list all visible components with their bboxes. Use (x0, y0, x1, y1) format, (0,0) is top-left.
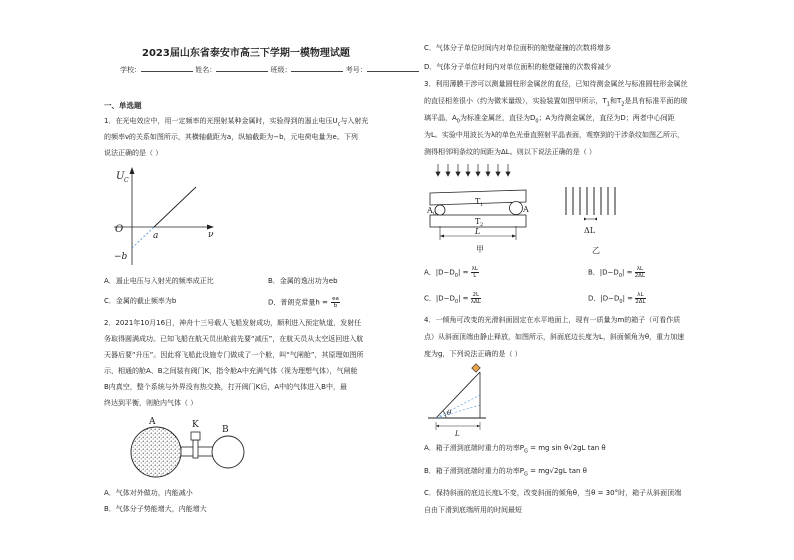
q3-line1: 3．利用薄膜干涉可以测量圆柱形金属丝的直径，已知待测金属丝与标准圆柱形金属丝 (424, 80, 688, 88)
q4-option-c-line2: 自由下滑到底端所用的时间最短 (424, 506, 522, 514)
q2-airlock-figure (118, 412, 248, 482)
class-label: 班级： (270, 66, 292, 74)
incident-light-arrows (436, 164, 510, 176)
q2-line4: 示，相通的舱A、B之间装有阀门K，指令舱A中充满气体（视为理想气体），气闸舱 (104, 367, 358, 375)
v-label: ν (208, 230, 214, 240)
minus-b-label: −b (114, 252, 128, 262)
valve-handle (191, 432, 200, 440)
q4-option-a: A．箱子滑到底端时重力的功率$P_G$ = mg sin θ√2gL tan θ (424, 444, 606, 455)
angle-arc (443, 411, 446, 418)
q3-option-d: D．$|D-D_0|$ = $\frac{\lambda L}{2\Delta L}$ (588, 292, 646, 305)
label-k: K (192, 420, 199, 430)
q4-line2: 点）从斜面顶端由静止释放，如图所示，斜面底边长度为L，斜面倾角为θ，重力加速 (424, 333, 685, 341)
graph-line (154, 187, 196, 227)
q3-line2: 的直径相差很小（约为微米量级），实验装置如图甲所示，$T_1$和$T_2$是具有标准平面的玻 (424, 97, 688, 108)
q4-option-b: B．箱子滑到底端时重力的功率$P_G = mg√2gL$ tan θ (424, 467, 587, 478)
q2-option-d: D．气体分子单位时间内对单位面积的舱壁碰撞的次数将减少 (424, 63, 612, 71)
wire-a (510, 202, 523, 215)
uc-label: U (116, 171, 125, 182)
q2-line2: 务取得圆满成功。已知飞船在航天员出舱前先要“减压”，在航天员从太空返回进入航 (104, 335, 364, 343)
q3-line4: 为L。实验中用波长为λ的单色光垂直照射平晶表面，观察到的干涉条纹如图乙所示， (424, 131, 685, 139)
label-a: A (149, 417, 156, 427)
label-l: L (475, 227, 481, 236)
x-axis-arrow (207, 225, 214, 230)
label-b: B (222, 425, 229, 435)
section-heading: 一、单选题 (104, 101, 142, 110)
q1-d-denominator: b (333, 303, 338, 309)
y-axis-arrow (130, 167, 135, 174)
label-t2: T (475, 217, 481, 226)
label-delta-l: ΔL (584, 226, 596, 235)
label-a0-sub: 0 (433, 211, 437, 217)
student-info-row (120, 63, 419, 75)
label-a: A (523, 205, 529, 214)
q2-line6: 终达到平衡，则舱内气体（ ） (104, 399, 198, 407)
q3-line5: 测得相邻明条纹的间距为ΔL。则以下说法正确的是（ ） (424, 148, 596, 156)
interference-fringes (566, 187, 615, 215)
name-label: 姓名： (195, 66, 217, 74)
exam-label: 考号： (345, 66, 367, 74)
q1-line3: 说法正确的是（ ） (104, 149, 163, 157)
q4-incline-figure (424, 360, 494, 438)
q2-option-b: B．气体分子势能增大，内能增大 (104, 505, 207, 513)
origin-label: O (115, 224, 124, 235)
q2-line3: 天器后要“升压”。因此将飞船此设施专门做成了一个舱，叫“气闸舱”，其原理如图所 (104, 351, 364, 359)
extension-dashed (132, 227, 154, 248)
q4-line3: 度为g，下列说法正确的是（ ） (424, 350, 522, 358)
label-theta: θ (447, 409, 452, 417)
q1-line2: 的频率ν的关系如图所示，其横轴截距为a，纵轴截距为−b，元电荷电量为e。下列 (104, 133, 358, 141)
label-t1-sub: 1 (480, 202, 484, 208)
q1-option-b: B．金属的逸出功为eb (268, 277, 338, 285)
q2-option-a: A．气体对外做功，内能减小 (104, 489, 193, 497)
q2-line5: B内真空，整个系统与外界没有热交换，打开阀门K后，A中的气体进入B中，最 (104, 383, 347, 391)
q3-figure-jia (424, 162, 544, 262)
q3-option-c: C．$|D-D_0|$ = 2L λΔL (424, 292, 481, 305)
label-t1: T (475, 197, 481, 206)
q3-figure-yi (560, 185, 630, 260)
name-blank (216, 63, 268, 72)
q1-option-c: C．金属的截止频率为b (104, 297, 177, 305)
q3-line3: 璃平晶，$A_0$为标准金属丝，直径为$D_0$；A为待测金属丝，直径为D；两者中心间距 (424, 114, 675, 125)
q2-option-c: C．气体分子单位时间内对单位面积的舱壁碰撞的次数将增多 (424, 44, 611, 52)
class-blank (291, 63, 343, 72)
chamber-b (212, 436, 244, 468)
exam-blank (367, 63, 419, 72)
chamber-a (131, 427, 181, 477)
box (472, 364, 480, 372)
uc-sub: C (124, 177, 129, 184)
q4-option-c-line1: C．保持斜面的底边长度L不变，改变斜面的倾角θ，当θ = 30°时，箱子从斜面顶端 (424, 489, 682, 497)
a-label: a (153, 231, 159, 241)
school-blank (141, 63, 193, 72)
q2-line1: 2．2021年10月16日，神舟十三号载人飞船发射成功，顺利进入预定轨道，发射任 (104, 319, 362, 327)
label-l: L (455, 430, 460, 438)
q1-option-a: A．遏止电压与入射光的频率成正比 (104, 277, 214, 285)
q1-graph (104, 165, 224, 270)
label-a0: A (427, 206, 433, 215)
label-t2-sub: 2 (480, 222, 484, 228)
q1-line1: 1．在光电效应中，用一定频率的光照射某种金属时，实验得到的遏止电压$U_c$与入射光 (104, 117, 369, 128)
valve-k (193, 440, 198, 458)
school-label: 学校： (120, 66, 141, 74)
q3-option-a: A．$|D-D_0|$ = $\frac{\lambda L}{L}$ (424, 266, 478, 279)
q1-option-d: D．普朗克常量h = $\frac{ea}{b}$ (268, 296, 339, 309)
wire-a0 (435, 205, 445, 215)
q3-option-b: B．$|D-D_0|$ = $\frac{\lambda L}{2\Delta L}$ (588, 266, 646, 279)
q4-line1: 4．一倾角可改变的光滑斜面固定在水平地面上，现有一质量为m的箱子（可看作质 (424, 316, 681, 324)
label-jia: 甲 (476, 245, 484, 254)
page-title: 2023届山东省泰安市高三下学期一模物理试题 (142, 48, 350, 59)
alt-incline-dashed (436, 395, 480, 418)
incline (436, 372, 480, 418)
q1-d-numerator: ea (332, 296, 339, 302)
label-yi: 乙 (592, 246, 600, 255)
